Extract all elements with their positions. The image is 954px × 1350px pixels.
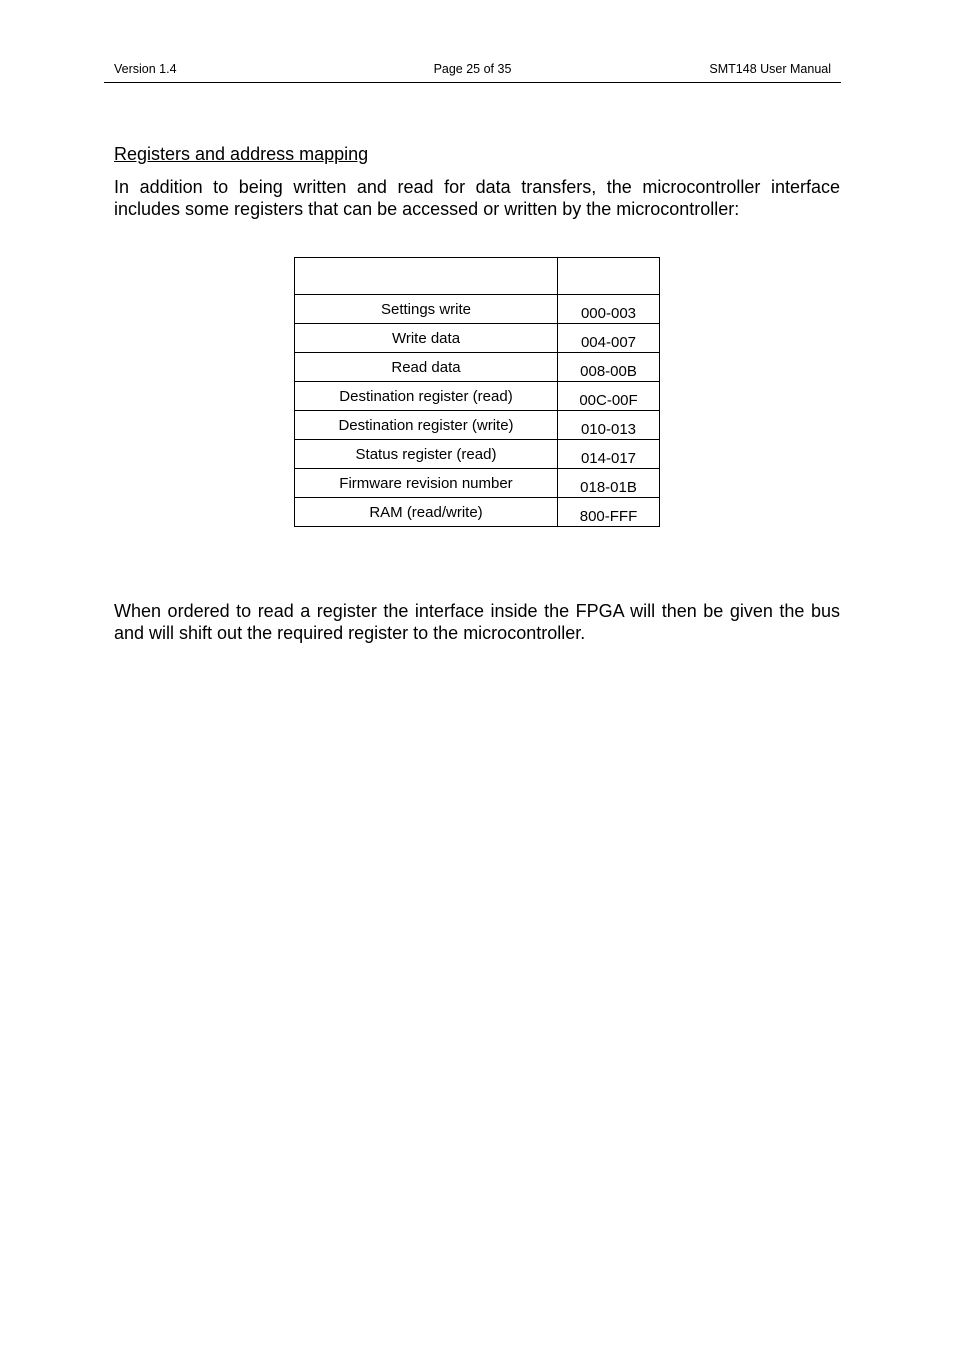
register-address-value: 000-003: [580, 305, 637, 322]
header-version: Version 1.4: [114, 62, 177, 76]
table-row: [295, 295, 660, 324]
table-row: [295, 382, 660, 411]
register-address-value: 014-017: [580, 450, 637, 467]
header-document-title: SMT148 User Manual: [709, 62, 831, 76]
register-address: [558, 411, 660, 440]
table-row: [295, 353, 660, 382]
table-row: [295, 440, 660, 469]
intro-paragraph: In addition to being written and read for data transfers, the microcontroller interface includes some registers that can be accessed or written by the microcontroller:: [114, 177, 840, 219]
register-address-value: 00C-00F: [579, 392, 638, 409]
register-address-value: 004-007: [580, 334, 637, 351]
table-header-name: [295, 258, 558, 295]
register-address-value: 010-013: [580, 421, 637, 438]
table-row: [295, 498, 660, 527]
table-header-address: [558, 258, 660, 295]
register-address: [558, 324, 660, 353]
register-name: Write data: [295, 324, 558, 353]
table-row: [295, 469, 660, 498]
table-row: [295, 324, 660, 353]
register-name: Status register (read): [295, 440, 558, 469]
register-name: Settings write: [295, 295, 558, 324]
table-row: [295, 411, 660, 440]
register-address: [558, 353, 660, 382]
table-header-row: [295, 258, 660, 295]
page-header: [104, 60, 841, 83]
register-address: [558, 498, 660, 527]
register-name: Firmware revision number: [295, 469, 558, 498]
section-heading: Registers and address mapping: [114, 144, 369, 164]
register-table: [294, 257, 660, 527]
header-page-number: Page 25 of 35: [433, 62, 512, 76]
register-name: RAM (read/write): [295, 498, 558, 527]
register-address-value: 018-01B: [580, 479, 637, 496]
register-name: Destination register (read): [295, 382, 558, 411]
register-address-value: 800-FFF: [579, 508, 638, 525]
register-address: [558, 469, 660, 498]
closing-paragraph: When ordered to read a register the interface inside the FPGA will then be given the bus and will shift out the required register to the microcontroller.: [114, 601, 840, 643]
register-address: [558, 382, 660, 411]
register-name: Read data: [295, 353, 558, 382]
register-name: Destination register (write): [295, 411, 558, 440]
register-address-value: 008-00B: [580, 363, 637, 380]
register-address: [558, 440, 660, 469]
register-address: [558, 295, 660, 324]
